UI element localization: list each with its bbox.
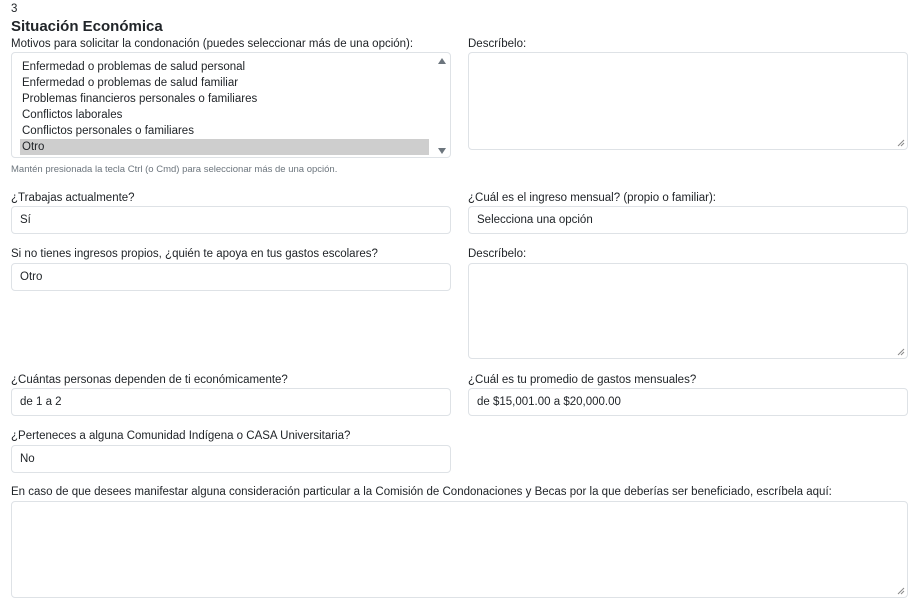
monthly-expenses-select[interactable]: [468, 388, 908, 416]
motive-option-selected[interactable]: Otro: [20, 139, 429, 155]
step-number: 3: [11, 3, 18, 15]
motives-label: Motivos para solicitar la condonación (puedes seleccionar más de una opción):: [11, 38, 414, 50]
scroll-down-icon[interactable]: [437, 147, 447, 155]
support-value: Otro: [20, 271, 43, 283]
section-title: Situación Económica: [11, 18, 163, 35]
describe-1-textarea[interactable]: [468, 52, 908, 150]
dependents-value: de 1 a 2: [20, 396, 62, 408]
motive-option[interactable]: Conflictos personales o familiares: [22, 125, 194, 137]
support-select[interactable]: [11, 263, 451, 291]
indigenous-select[interactable]: [11, 445, 451, 473]
monthly-expenses-value: de $15,001.00 a $20,000.00: [477, 396, 621, 408]
scroll-up-icon[interactable]: [437, 57, 447, 65]
resize-handle-icon[interactable]: [897, 348, 905, 356]
motives-multiselect[interactable]: [11, 52, 451, 158]
resize-handle-icon[interactable]: [897, 587, 905, 595]
motive-option[interactable]: Conflictos laborales: [22, 109, 123, 121]
describe-2-label: Descríbelo:: [468, 248, 527, 260]
monthly-income-label: ¿Cuál es el ingreso mensual? (propio o familiar):: [468, 192, 716, 204]
working-select[interactable]: [11, 206, 451, 234]
monthly-income-value: Selecciona una opción: [477, 214, 593, 226]
motive-option[interactable]: Enfermedad o problemas de salud personal: [22, 61, 246, 73]
multiselect-help-text: Mantén presionada la tecla Ctrl (o Cmd) para seleccionar más de una opción.: [11, 164, 338, 175]
describe-1-label: Descríbelo:: [468, 38, 527, 50]
working-label: ¿Trabajas actualmente?: [11, 192, 135, 204]
dependents-select[interactable]: [11, 388, 451, 416]
motive-option[interactable]: Enfermedad o problemas de salud familiar: [22, 77, 239, 89]
motive-option[interactable]: Problemas financieros personales o familiares: [22, 93, 258, 105]
monthly-income-select[interactable]: [468, 206, 908, 234]
indigenous-value: No: [20, 453, 35, 465]
describe-2-textarea[interactable]: [468, 263, 908, 359]
monthly-expenses-label: ¿Cuál es tu promedio de gastos mensuales?: [468, 374, 697, 386]
resize-handle-icon[interactable]: [897, 139, 905, 147]
consideration-textarea[interactable]: [11, 501, 908, 598]
working-value: Sí: [20, 214, 31, 226]
consideration-label: En caso de que desees manifestar alguna consideración particular a la Comisión de Condonaciones y Becas por la que deberías ser beneficiado, escríbela aquí:: [11, 486, 832, 498]
support-label: Si no tienes ingresos propios, ¿quién te apoya en tus gastos escolares?: [11, 248, 378, 260]
dependents-label: ¿Cuántas personas dependen de ti económicamente?: [11, 374, 288, 386]
indigenous-label: ¿Perteneces a alguna Comunidad Indígena o CASA Universitaria?: [11, 430, 351, 442]
